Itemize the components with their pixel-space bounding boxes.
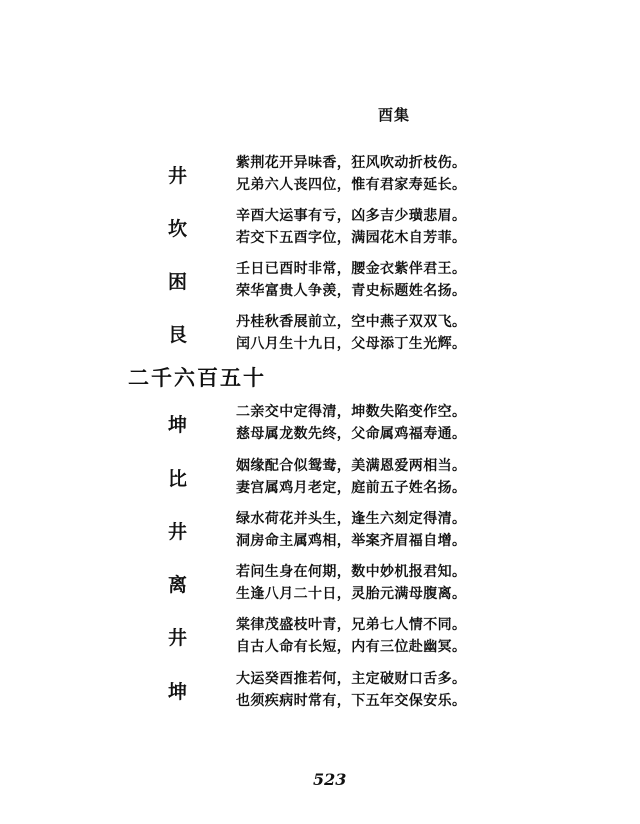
verse-line-2: 兄弟六人丧四位，惟有君家寿延长。 bbox=[236, 177, 467, 193]
verse-entry bbox=[0, 561, 640, 605]
gua-label: 比 bbox=[168, 468, 188, 490]
verse-entry bbox=[0, 152, 640, 196]
verse-line-1: 大运癸酉推若何，主定破财口舌多。 bbox=[236, 671, 467, 687]
verse-entry bbox=[0, 614, 640, 658]
gua-label: 坤 bbox=[168, 681, 188, 703]
page-header-title: 酉集 bbox=[378, 106, 411, 124]
verse-entry bbox=[0, 508, 640, 552]
verse-line-2: 洞房命主属鸡相，举案齐眉福自增。 bbox=[236, 533, 467, 549]
verse-line-1: 壬日已酉时非常，腰金衣紫伴君王。 bbox=[236, 261, 467, 277]
verse-line-2: 也须疾病时常有，下五年交保安乐。 bbox=[236, 693, 467, 709]
verse-line-2: 荣华富贵人争羡，青史标题姓名扬。 bbox=[236, 283, 467, 299]
verse-entry bbox=[0, 311, 640, 355]
gua-label: 井 bbox=[168, 165, 188, 187]
gua-label: 坤 bbox=[168, 414, 188, 436]
verse-line-1: 丹桂秋香展前立，空中燕子双双飞。 bbox=[236, 314, 467, 330]
verse-line-2: 若交下五酉字位，满园花木自芳菲。 bbox=[236, 230, 467, 246]
page-number: 523 bbox=[313, 770, 347, 789]
verse-line-2: 自古人命有长短，内有三位赴幽冥。 bbox=[236, 639, 467, 655]
verse-line-2: 妻宫属鸡月老定，庭前五子姓名扬。 bbox=[236, 480, 467, 496]
verse-entry bbox=[0, 258, 640, 302]
verse-line-1: 辛酉大运事有亏，凶多吉少璜悲眉。 bbox=[236, 208, 467, 224]
verse-entry bbox=[0, 401, 640, 445]
verse-line-1: 二亲交中定得清，坤数失陷变作空。 bbox=[236, 404, 467, 420]
verse-line-2: 慈母属龙数先终，父命属鸡福寿通。 bbox=[236, 426, 467, 442]
gua-label: 艮 bbox=[168, 324, 188, 346]
gua-label: 困 bbox=[168, 271, 188, 293]
verse-line-1: 绿水荷花并头生，逢生六刻定得清。 bbox=[236, 511, 467, 527]
verse-line-1: 若问生身在何期，数中妙机报君知。 bbox=[236, 564, 467, 580]
verse-entry bbox=[0, 205, 640, 249]
verse-line-2: 生逢八月二十日，灵胎元满母腹离。 bbox=[236, 586, 467, 602]
gua-label: 井 bbox=[168, 521, 188, 543]
verse-line-1: 姻缘配合似鸳鸯，美满恩爱两相当。 bbox=[236, 458, 467, 474]
gua-label: 井 bbox=[168, 627, 188, 649]
verse-entry bbox=[0, 668, 640, 712]
section-title: 二千六百五十 bbox=[128, 365, 266, 390]
verse-line-1: 紫荆花开异味香，狂风吹动折枝伤。 bbox=[236, 155, 467, 171]
verse-line-2: 闰八月生十九日，父母添丁生光辉。 bbox=[236, 336, 467, 352]
verse-line-1: 棠律茂盛枝叶青，兄弟七人情不同。 bbox=[236, 617, 467, 633]
gua-label: 坎 bbox=[168, 218, 188, 240]
verse-entry bbox=[0, 455, 640, 499]
gua-label: 离 bbox=[168, 574, 188, 596]
